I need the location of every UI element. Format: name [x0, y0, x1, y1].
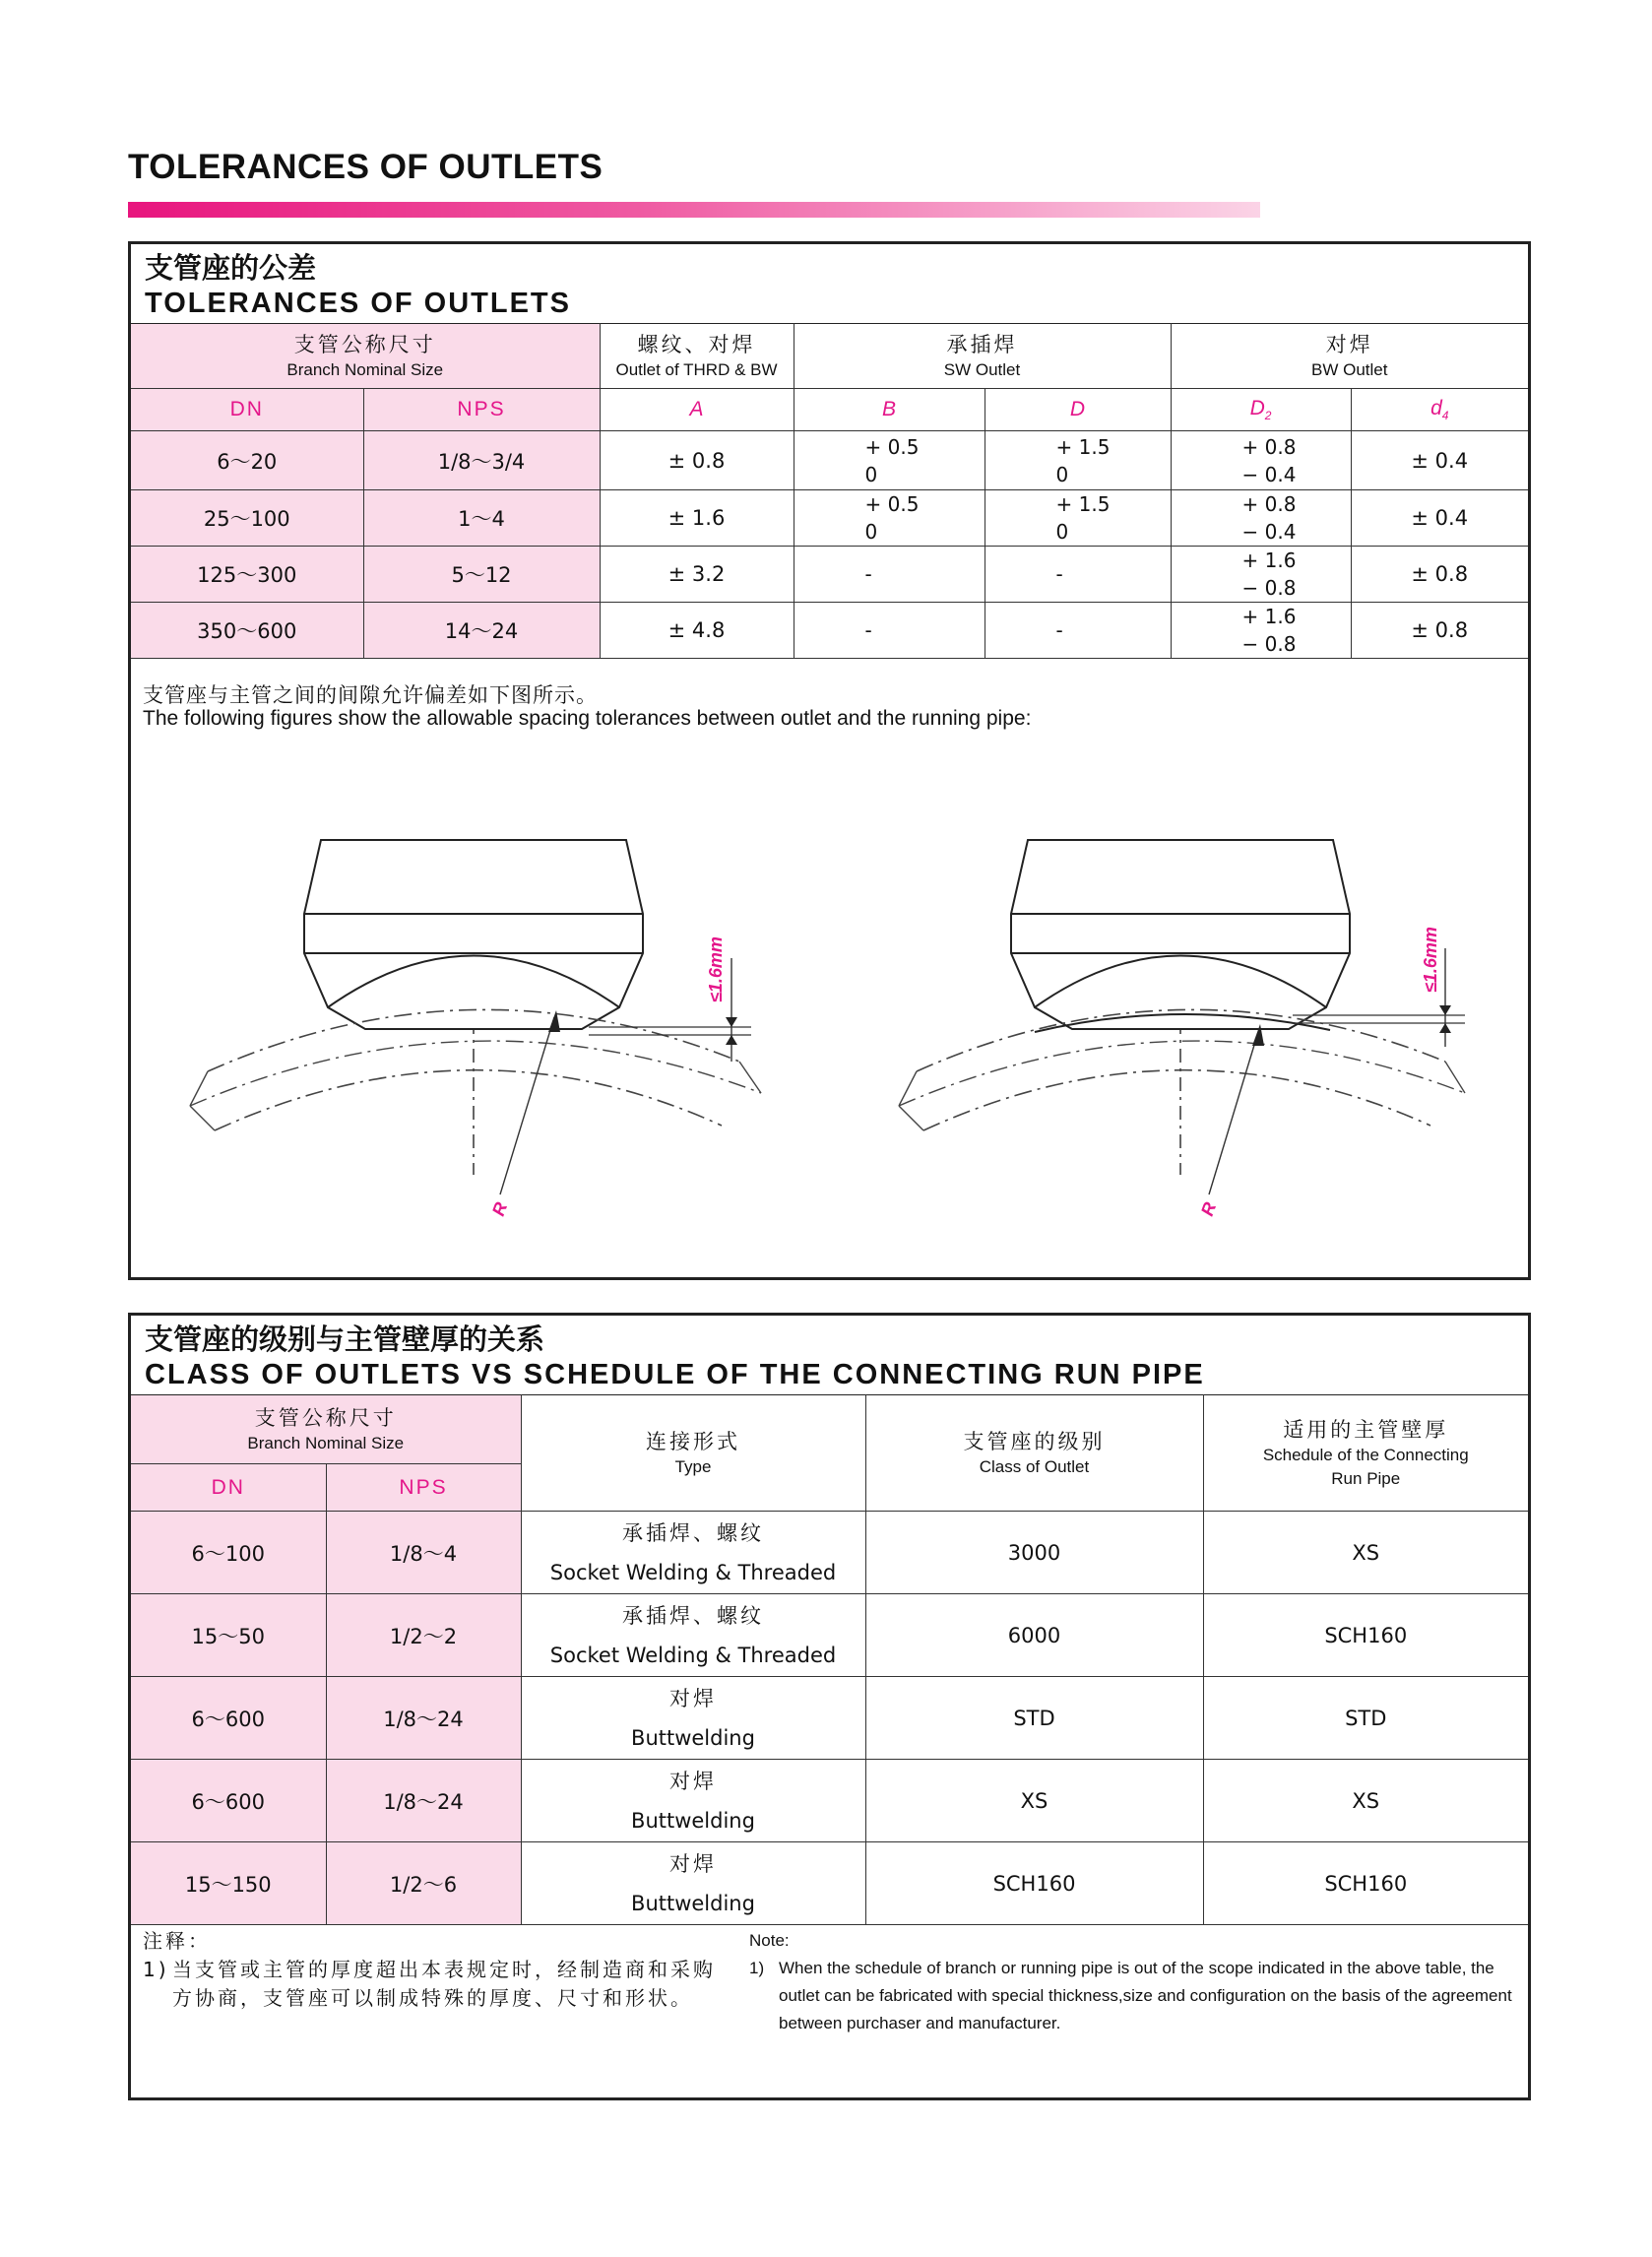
table-row: 25～100 1～4 ± 1.6 + 0.5 0 + 1.5 0 + 0.8 − 0.4 ± 0.4	[131, 490, 1528, 547]
col-dn: DN	[131, 389, 363, 431]
panel-title-en: CLASS OF OUTLETS VS SCHEDULE OF THE CONNECTING RUN PIPE	[145, 1359, 1205, 1390]
col-dn: DN	[131, 1464, 326, 1512]
page-title: TOLERANCES OF OUTLETS	[128, 148, 604, 186]
tolerance-table	[131, 323, 1528, 659]
gap-label-right: ≤1.6mm	[1421, 927, 1440, 993]
col-a: A	[600, 389, 794, 431]
header-class: 支管座的级别 Class of Outlet	[865, 1395, 1203, 1512]
footnotes	[131, 1925, 1528, 2073]
footnote-cn: 注释： 1) 当支管或主管的厚度超出本表规定时，经制造商和采购方协商，支管座可以制成特殊的厚度、尺寸和形状。	[143, 1929, 716, 2010]
col-d2: $D_2$	[1171, 389, 1351, 431]
col-b: B	[794, 389, 985, 431]
table-symbol-row	[131, 389, 1528, 431]
tolerances-panel	[128, 241, 1531, 1280]
radius-label-right: R	[1196, 1199, 1221, 1219]
table-row: 6～600 1/8～24 对焊 Buttwelding XS XS	[131, 1760, 1528, 1842]
panel-header	[131, 244, 1528, 323]
class-schedule-table	[131, 1394, 1528, 1925]
table-row: 125～300 5～12 ± 3.2 - - + 1.6 − 0.8 ± 0.8	[131, 547, 1528, 603]
header-type: 连接形式 Type	[521, 1395, 865, 1512]
table-row: 15～50 1/2～2 承插焊、螺纹 Socket Welding & Threaded 6000 SCH160	[131, 1594, 1528, 1677]
table-row: 350～600 14～24 ± 4.8 - - + 1.6 − 0.8 ± 0.8	[131, 603, 1528, 659]
figure-note-en: The following figures show the allowable spacing tolerances between outlet and the running pipe:	[143, 707, 1032, 730]
gap-tolerance-figures	[131, 835, 1528, 1278]
header-sw-outlet: 承插焊 SW Outlet	[794, 324, 1171, 389]
table-row: 6～20 1/8～3/4 ± 0.8 + 0.5 0 + 1.5 0 + 0.8 − 0.4 ± 0.4	[131, 431, 1528, 490]
table-row: 6～600 1/8～24 对焊 Buttwelding STD STD	[131, 1677, 1528, 1760]
figure-left	[190, 835, 761, 1194]
col-nps: NPS	[326, 1464, 521, 1512]
table-row: 15～150 1/2～6 对焊 Buttwelding SCH160 SCH160	[131, 1842, 1528, 1925]
class-schedule-panel	[128, 1313, 1531, 2100]
title-accent-bar	[128, 202, 1260, 218]
figure-note-cn: 支管座与主管之间的间隙允许偏差如下图所示。	[143, 683, 598, 707]
table-header-row	[131, 324, 1528, 389]
panel-title-en: TOLERANCES OF OUTLETS	[145, 288, 571, 319]
panel-header	[131, 1316, 1528, 1394]
header-thrd-bw: 螺纹、对焊 Outlet of THRD & BW	[600, 324, 794, 389]
figure-right	[899, 835, 1465, 1194]
table-row: 6～100 1/8～4 承插焊、螺纹 Socket Welding & Threaded 3000 XS	[131, 1512, 1528, 1594]
header-branch-size: 支管公称尺寸 Branch Nominal Size	[131, 1395, 521, 1464]
gap-label-left: ≤1.6mm	[706, 936, 726, 1002]
panel-title-cn: 支管座的级别与主管壁厚的关系	[145, 1322, 545, 1356]
table-header-row	[131, 1395, 1528, 1464]
footnote-en: Note: 1) When the schedule of branch or running pipe is out of the scope indicated in the above table, the outlet can be fabricated with special thickness,size and configuration on the basis of the agreement between purchaser and manufacturer.	[749, 1931, 1512, 2032]
col-nps: NPS	[363, 389, 600, 431]
col-d4: $d_4$	[1351, 389, 1528, 431]
header-bw-outlet: 对焊 BW Outlet	[1171, 324, 1528, 389]
panel-title-cn: 支管座的公差	[145, 251, 317, 285]
col-d: D	[985, 389, 1171, 431]
header-schedule: 适用的主管壁厚 Schedule of the Connecting Run Pipe	[1203, 1395, 1528, 1512]
header-branch-size: 支管公称尺寸 Branch Nominal Size	[131, 324, 600, 389]
radius-label-left: R	[487, 1199, 512, 1219]
